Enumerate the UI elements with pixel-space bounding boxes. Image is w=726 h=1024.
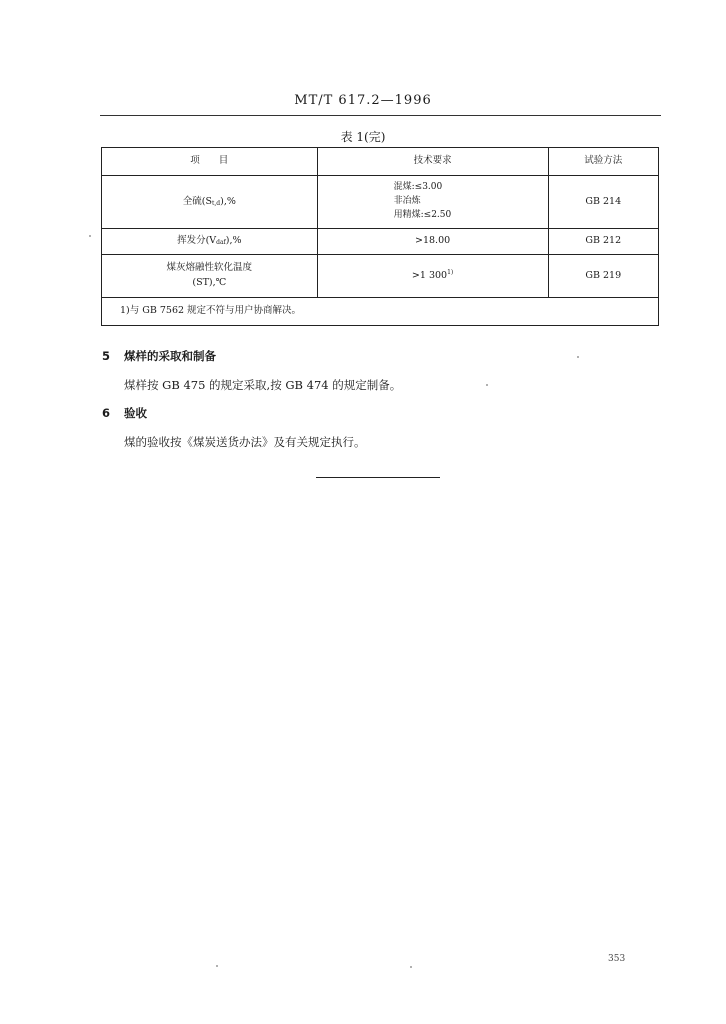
page-number: 353 [608, 954, 626, 964]
requirement-line: 用精煤:≤2.50 [393, 209, 452, 220]
table-row [102, 176, 659, 229]
header-rule [100, 115, 661, 116]
column-header-requirement: 技术要求 [317, 148, 548, 176]
section-heading [102, 348, 216, 364]
method-cell: GB 219 [548, 255, 658, 298]
spec-table [101, 147, 659, 326]
item-text-line2: (ST),℃ [192, 277, 227, 288]
section-number: 5 [102, 349, 111, 363]
table-header-row [102, 148, 659, 176]
section-body: 煤的验收按《煤炭送货办法》及有关规定执行。 [124, 435, 366, 449]
requirement-line: 非冶炼 [393, 196, 421, 207]
footnote-marker: 1) [447, 269, 454, 277]
footnote-row [102, 298, 659, 326]
requirement-line: 混煤:≤3.00 [393, 182, 443, 193]
table-row [102, 255, 659, 298]
scan-speck [216, 965, 218, 967]
item-subscript: t,d [211, 199, 221, 207]
item-text-suffix: ),% [220, 195, 236, 207]
method-cell: GB 212 [548, 229, 658, 255]
column-header-method: 试验方法 [548, 148, 658, 176]
item-subscript: daf [216, 239, 226, 247]
scan-speck [89, 235, 91, 237]
table-footnote: 1)与 GB 7562 规定不符与用户协商解决。 [102, 298, 659, 326]
table-caption: 表 1(完) [340, 130, 386, 144]
section-title: 煤样的采取和制备 [124, 349, 216, 363]
scan-speck [486, 384, 488, 386]
column-header-item: 项 目 [102, 148, 318, 176]
item-cell [102, 176, 318, 229]
item-cell [102, 255, 318, 298]
end-of-standard-rule [316, 477, 440, 478]
standard-number-header: MT/T 617.2—1996 [294, 93, 432, 108]
method-cell: GB 214 [548, 176, 658, 229]
requirement-text: >1 300 [411, 270, 448, 282]
scan-speck [410, 966, 412, 968]
section-number: 6 [102, 406, 111, 420]
section-title: 验收 [124, 406, 147, 420]
section-body: 煤样按 GB 475 的规定采取,按 GB 474 的规定制备。 [124, 378, 402, 392]
table-row [102, 229, 659, 255]
item-cell [102, 229, 318, 255]
requirement-cell [317, 255, 548, 298]
requirement-cell [317, 176, 548, 229]
section-heading [102, 405, 147, 421]
requirement-cell: >18.00 [317, 229, 548, 255]
item-text: 煤灰熔融性软化温度 [166, 262, 253, 274]
item-text: 挥发分(V [177, 235, 217, 247]
scan-speck [577, 356, 579, 358]
item-text-suffix: ),% [225, 235, 242, 247]
item-text: 全硫(S [182, 195, 212, 207]
